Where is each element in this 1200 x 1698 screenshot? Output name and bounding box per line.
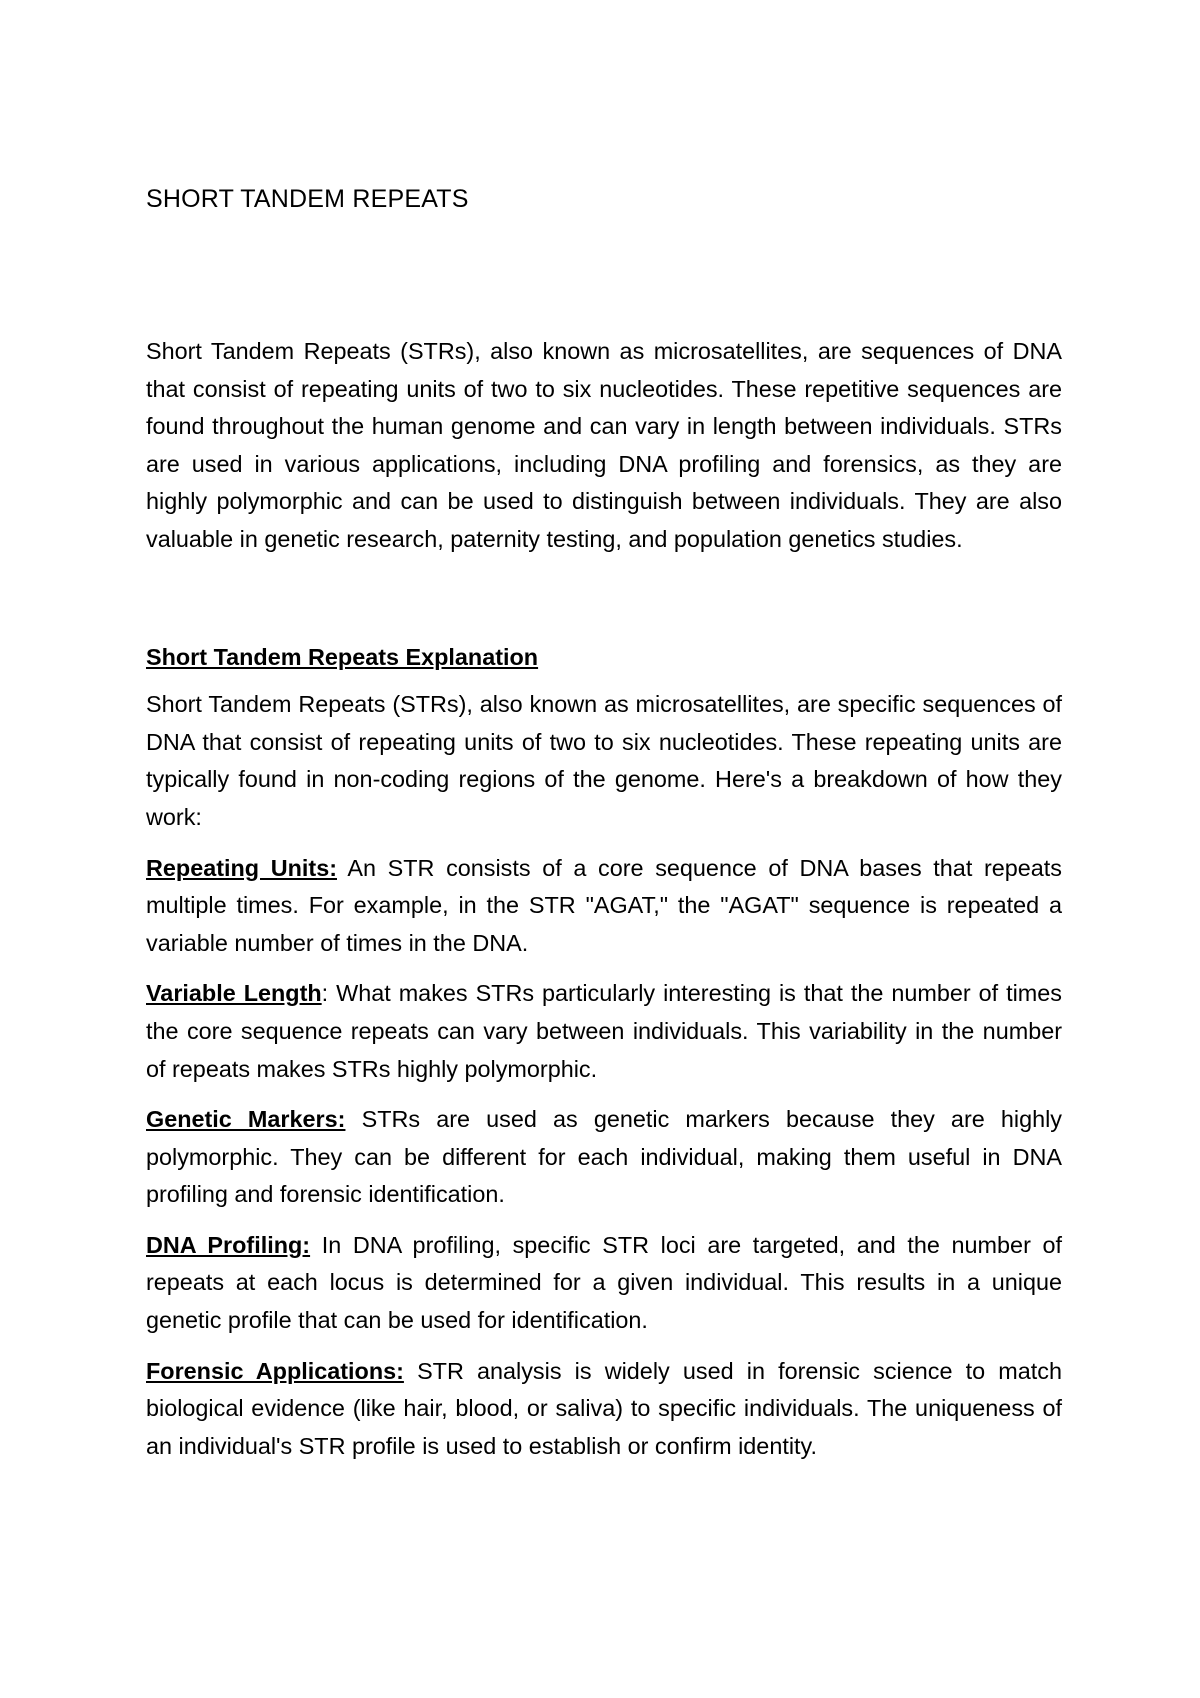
item-text: An STR consists of a core sequence of DNA bases that repeats multiple times. For example, in the STR "AGAT," the "AGAT" sequence is repeated a variable number of times in the DNA. (146, 854, 1062, 956)
term-label: DNA Profiling: (146, 1231, 311, 1258)
intro-paragraph: Short Tandem Repeats (STRs), also known as microsatellites, are sequences of DNA that consist of repeating units of two to six nucleotides. These repetitive sequences are found throughout the human genome and can vary in length between individuals. STRs are used in various applications, including DNA profiling and forensics, as they are highly polymorphic and can be used to distinguish between individuals. They are also valuable in genetic research, paternity testing, and population genetics studies. (146, 338, 1062, 552)
item-variable-length (146, 975, 1062, 1088)
item-dna-profiling (146, 1227, 1062, 1340)
item-text: In DNA profiling, specific STR loci are targeted, and the number of repeats at each locus is determined for a given individual. This results in a unique genetic profile that can be used for identification. (146, 1231, 1062, 1334)
section-heading: Short Tandem Repeats Explanation (146, 643, 539, 670)
term-label: Forensic Applications: (146, 1357, 404, 1384)
term-label: Repeating Units: (146, 854, 337, 881)
term-label: Genetic Markers: (146, 1106, 346, 1133)
section-intro-paragraph: Short Tandem Repeats (STRs), also known as microsatellites, are specific sequences of DNA that consist of repeating units of two to six nucleotides. These repeating units are typically found in non-coding regions of the genome. Here's a breakdown of how they work: (146, 691, 1062, 830)
item-text: STRs are used as genetic markers because they are highly polymorphic. They can be different for each individual, making them useful in DNA profiling and forensic identification. (146, 1106, 1062, 1208)
term-label: Variable Length (146, 980, 322, 1007)
document-body (146, 178, 1062, 1465)
item-repeating-units (146, 850, 1062, 963)
item-genetic-markers (146, 1101, 1062, 1214)
page-title: SHORT TANDEM REPEATS (146, 185, 469, 213)
item-text: STR analysis is widely used in forensic science to match biological evidence (like hair, blood, or saliva) to specific individuals. The uniqueness of an individual's STR profile is used to establish or confirm identity. (146, 1357, 1062, 1459)
item-forensic-applications (146, 1353, 1062, 1466)
item-text: : What makes STRs particularly interesting is that the number of times the core sequence repeats can vary between individuals. This variability in the number of repeats makes STRs highly polymorphic. (146, 980, 1062, 1082)
